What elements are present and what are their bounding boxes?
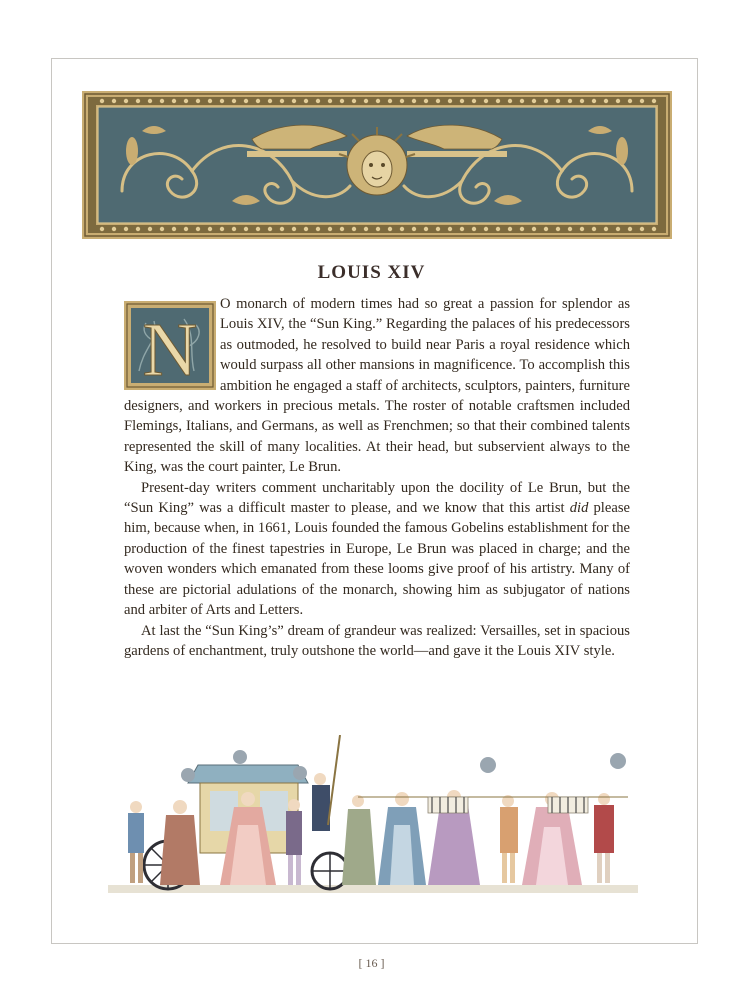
paragraph-2: Present-day writers comment uncharitably upon the docility of Le Brun, but the “Sun King” was a difficult master to please, and we know that this artist did please him, because when, in 1661, Louis founded the famous Gobelins establishment for the production of the finest tapestries in Europe, Le Brun was placed in charge; and the woven wonders which emanated from these looms give proof of his artistry. Many of these are pictorial adulations of the monarch, showing him as subjugator of nations and arbiter of Arts and Letters. bbox=[124, 479, 630, 619]
ornamental-banner bbox=[82, 91, 672, 239]
page-number: [ 16 ] bbox=[358, 956, 385, 970]
paragraph-1: O monarch of modern times had so great a passion for splendor as Louis XIV, the “Sun King.” Regarding the palaces of his predecessors as outmoded, he resolved to build near Paris a royal residence which would surpass all other mansions in magnificence. To accomplish this ambition he engaged a staff of architects, sculptors, painters, furniture designers, and workers in precious metals. The roster of notable craftsmen included Flemings, Italians, and Germans, as well as Frenchmen; so that their combined talents represented the skill of many localities. At their head, but subservient always to the King, was the court painter, Le Brun. bbox=[124, 296, 630, 476]
body-text bbox=[124, 294, 630, 661]
paragraph-3: At last the “Sun King’s” dream of grandeur was realized: Versailles, set in spacious gardens of enchantment, truly outshone the world—and gave it the Louis XIV style. bbox=[124, 622, 630, 659]
page-title: LOUIS XIV bbox=[317, 262, 426, 283]
drop-cap-letter: N bbox=[142, 308, 198, 390]
procession-illustration bbox=[108, 735, 638, 900]
